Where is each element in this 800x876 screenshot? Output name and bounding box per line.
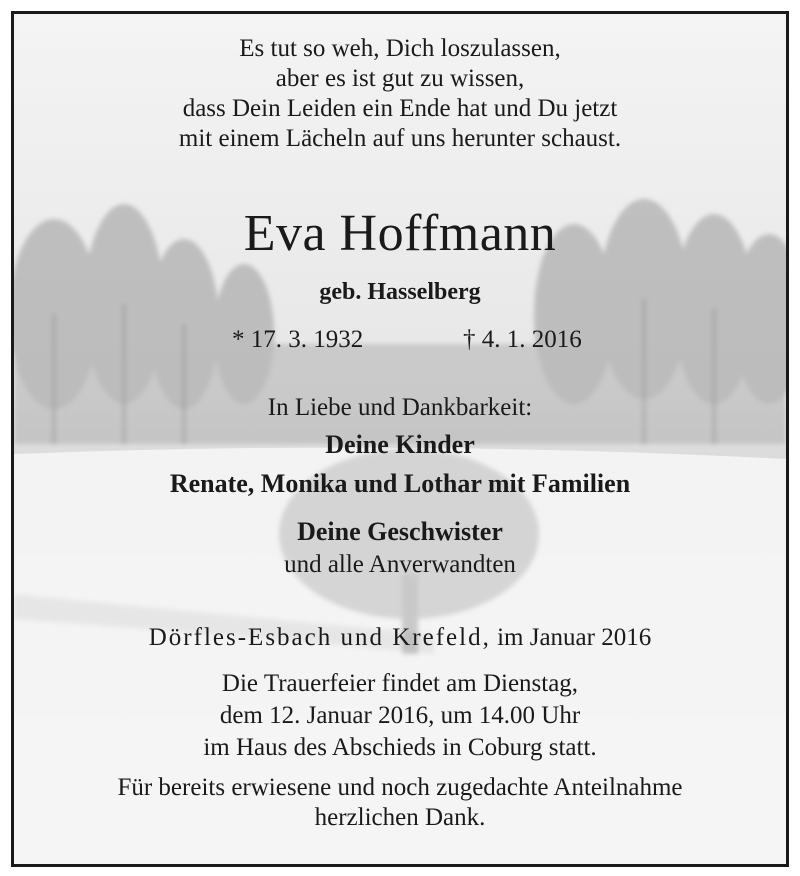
month-year: im Januar 2016 (490, 624, 652, 651)
poem-line: mit einem Lächeln auf uns herunter schaust. (178, 125, 622, 152)
funeral-line: dem 12. Januar 2016, um 14.00 Uhr (219, 702, 581, 729)
poem-line: Es tut so weh, Dich loszulassen, (239, 35, 561, 62)
siblings-heading: Deine Geschwister (297, 517, 503, 546)
funeral-line: Die Trauerfeier findet am Dienstag, (221, 670, 579, 697)
maiden-name: geb. Hasselberg (319, 279, 481, 305)
relatives-line: und alle Anverwandten (284, 551, 516, 578)
places: Dörfles-Esbach und Krefeld, (148, 624, 491, 651)
thanks-line: Für bereits erwiesene und noch zugedachte Anteilnahme (117, 774, 683, 801)
children-names: Renate, Monika und Lothar mit Familien (169, 469, 631, 498)
birth-date: * 17. 3. 1932 (232, 326, 364, 353)
poem-line: aber es ist gut zu wissen, (275, 65, 525, 92)
children-heading: Deine Kinder (325, 430, 475, 459)
thanks-line: herzlichen Dank. (314, 804, 486, 831)
deceased-name: Eva Hoffmann (243, 205, 557, 262)
obituary-card (11, 11, 789, 867)
place-date-line (14, 624, 786, 652)
death-date: † 4. 1. 2016 (463, 326, 582, 353)
mourners-intro: In Liebe und Dankbarkeit: (267, 394, 533, 421)
poem-line: dass Dein Leiden ein Ende hat und Du jetzt (182, 95, 618, 122)
funeral-line: im Haus des Abschieds in Coburg statt. (203, 734, 597, 761)
